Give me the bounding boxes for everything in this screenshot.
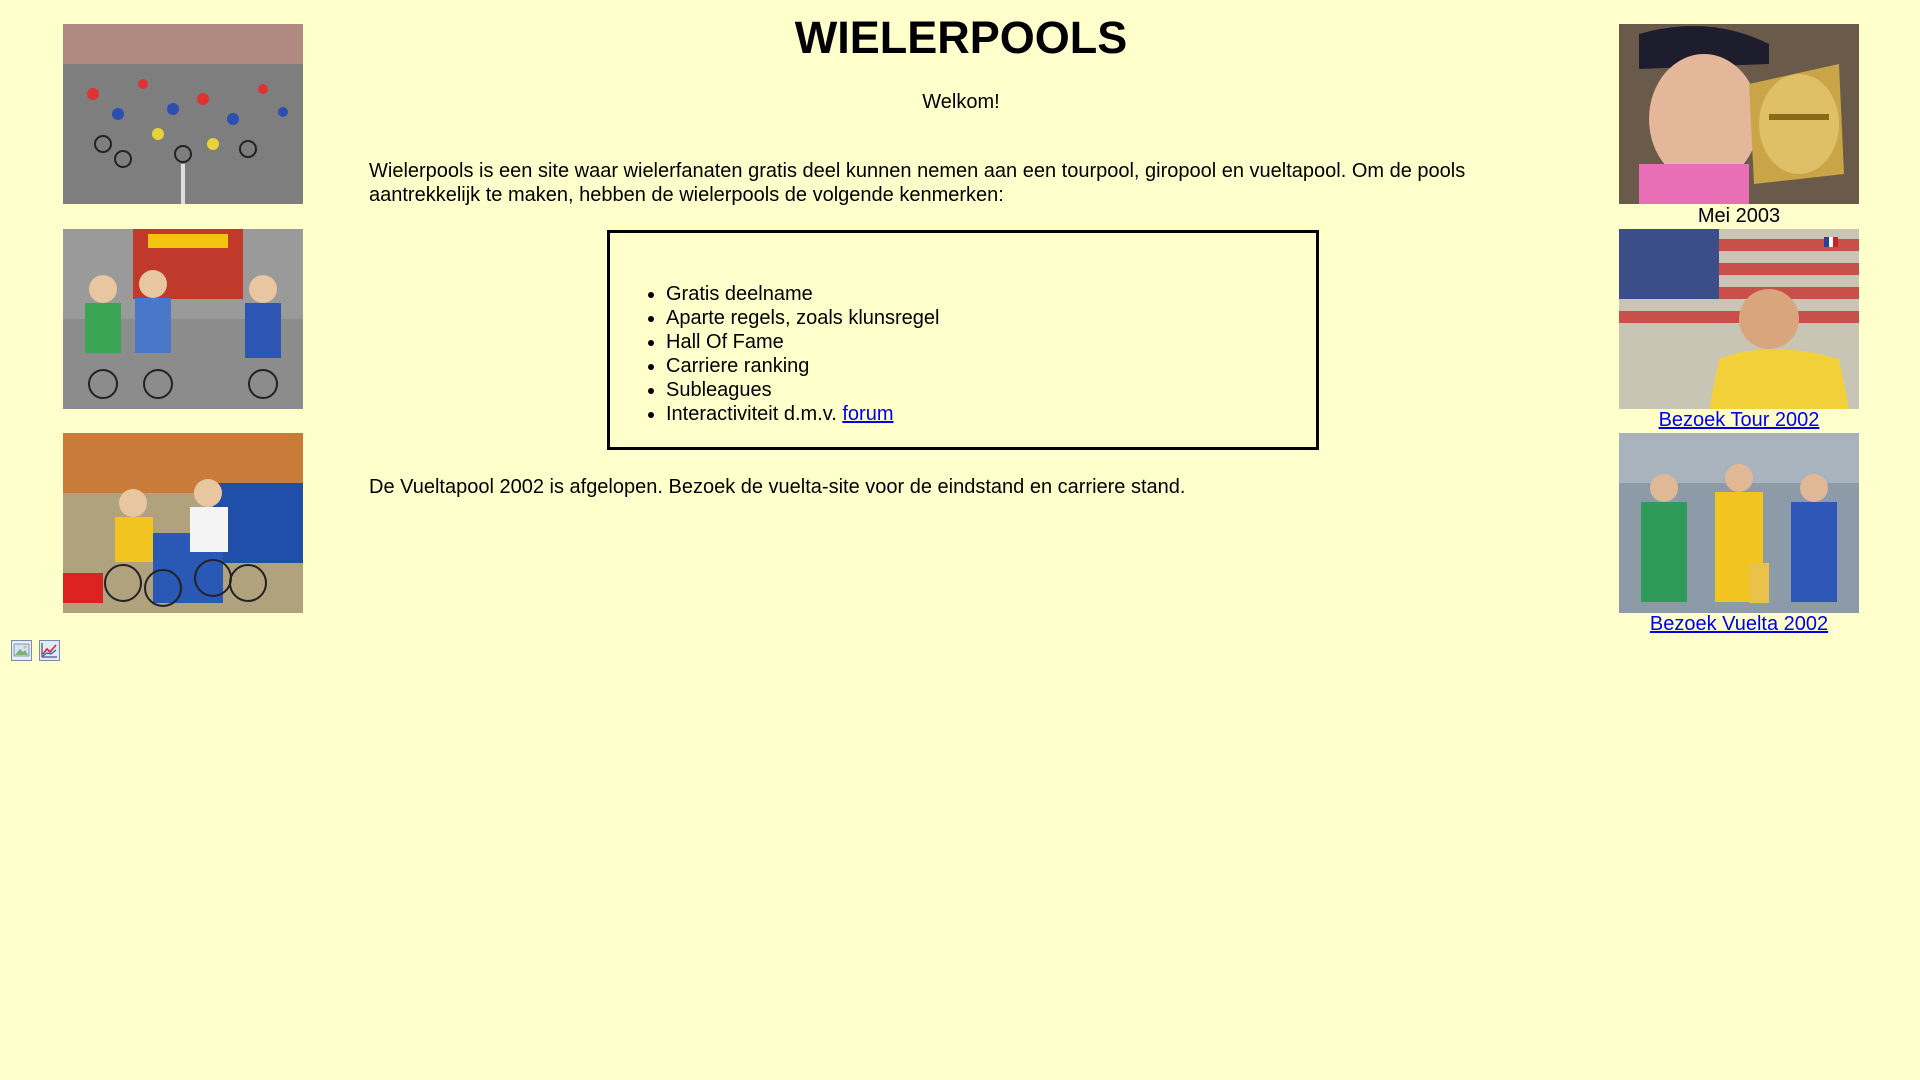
feature-label: Interactiviteit d.m.v. [666, 403, 843, 425]
forum-link[interactable]: forum [842, 403, 894, 425]
closing-paragraph: De Vueltapool 2002 is afgelopen. Bezoek de vuelta-site voor de eindstand en carriere stand. [369, 476, 1186, 498]
feature-label: Gratis deelname [666, 283, 813, 305]
feature-list [634, 282, 939, 426]
list-item [666, 306, 939, 330]
welcome-text: Welkom! [922, 91, 1000, 113]
list-item [666, 354, 939, 378]
page-title: WIELERPOOLS [794, 12, 1128, 63]
photo-finish-line [63, 433, 303, 613]
caption-may-2003: Mei 2003 [1697, 205, 1781, 227]
feature-label: Aparte regels, zoals klunsregel [666, 307, 940, 329]
photo-race-leaders [63, 229, 303, 409]
feature-label: Hall Of Fame [666, 331, 784, 353]
feature-box [607, 230, 1319, 450]
photo-peloton-sprint [63, 24, 303, 204]
photo-tour-rider-flag [1619, 229, 1859, 409]
caption-tour-2002 [1599, 408, 1879, 432]
chart-icon[interactable] [39, 640, 60, 661]
feature-label: Subleagues [666, 379, 772, 401]
list-item [666, 402, 939, 426]
caption-vuelta-2002 [1599, 612, 1879, 636]
image-icon[interactable] [11, 640, 32, 661]
photo-giro-winner-trophy [1619, 24, 1859, 204]
list-item [666, 330, 939, 354]
photo-vuelta-podium [1619, 433, 1859, 613]
vuelta-2002-link[interactable]: Bezoek Vuelta 2002 [1649, 613, 1829, 635]
feature-label: Carriere ranking [666, 355, 810, 377]
tour-2002-link[interactable]: Bezoek Tour 2002 [1658, 409, 1820, 431]
list-item [666, 282, 939, 306]
intro-paragraph: Wielerpools is een site waar wielerfanaten gratis deel kunnen nemen aan een tourpool, giropool en vueltapool. Om de pools aantrekkelijk te maken, hebben de wielerpools de volgende kenmerken: [369, 160, 1466, 206]
list-item [666, 378, 939, 402]
